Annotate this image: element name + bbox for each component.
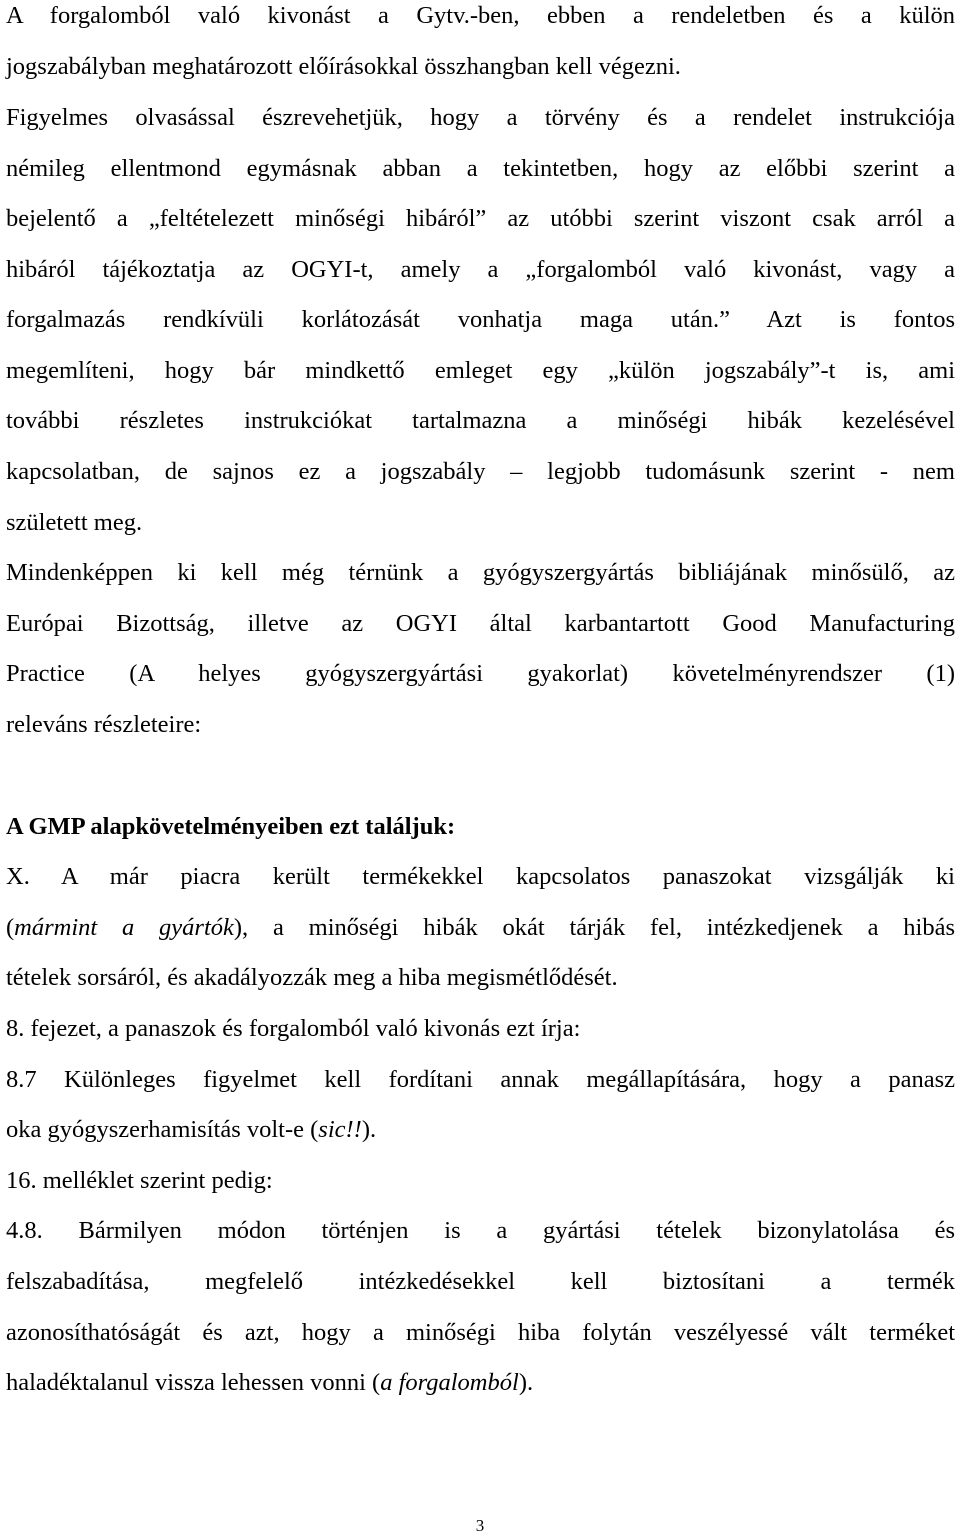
paragraph3-line: releváns részleteire: xyxy=(6,711,202,738)
text-span: ( xyxy=(6,914,15,941)
text-span: haladéktalanul vissza lehessen vonni ( xyxy=(6,1369,381,1396)
paragraph3-line: Európai Bizottság, illetve az OGYI által karbantartott Good Manufacturing xyxy=(6,610,955,637)
paragraph2-line: született meg. xyxy=(6,509,143,536)
italic-text: a forgalomból xyxy=(380,1369,519,1396)
section-x-line: X. A már piacra került termékekkel kapcsolatos panaszokat vizsgálják ki xyxy=(6,863,955,890)
section-48-line: 4.8. Bármilyen módon történjen is a gyártási tételek bizonylatolása és xyxy=(6,1217,955,1244)
section-87-line: 8.7 Különleges figyelmet kell fordítani annak megállapítására, hogy a panasz xyxy=(6,1066,955,1093)
paragraph2-line: bejelentő a „feltételezett minőségi hibáról” az utóbbi szerint viszont csak arról a xyxy=(6,205,955,232)
paragraph2-line: hibáról tájékoztatja az OGYI-t, amely a „forgalomból való kivonást, vagy a xyxy=(6,256,955,283)
paragraph2-line: forgalmazás rendkívüli korlátozását vonhatja maga után.” Azt is fontos xyxy=(6,306,955,333)
text-span: oka gyógyszerhamisítás volt-e ( xyxy=(6,1116,319,1143)
section-48-line xyxy=(6,1368,955,1398)
paragraph3-line: Practice (A helyes gyógyszergyártási gyakorlat) követelményrendszer (1) xyxy=(6,660,955,687)
text-span: ). xyxy=(518,1369,534,1396)
page-number: 3 xyxy=(475,1516,485,1535)
text-span: ), a minőségi hibák okát tárják fel, intézkedjenek a hibás xyxy=(233,914,956,941)
paragraph1-line: jogszabályban meghatározott előírásokkal összhangban kell végezni. xyxy=(6,53,681,80)
section-87-line xyxy=(6,1115,955,1145)
section-48-line: felszabadítása, megfelelő intézkedésekkel kell biztosítani a termék xyxy=(6,1268,955,1295)
paragraph2-line: további részletes instrukciókat tartalmazna a minőségi hibák kezelésével xyxy=(6,407,955,434)
section-x-line xyxy=(6,913,955,943)
section-heading: A GMP alapkövetelményeiben ezt találjuk: xyxy=(6,813,456,840)
paragraph2-line: megemlíteni, hogy bár mindkettő emleget egy „külön jogszabály”-t is, ami xyxy=(6,357,955,384)
paragraph2-line: Figyelmes olvasással észrevehetjük, hogy a törvény és a rendelet instrukciója xyxy=(6,104,955,131)
paragraph2-line: kapcsolatban, de sajnos ez a jogszabály – legjobb tudomásunk szerint - nem xyxy=(6,458,955,485)
section-48-line: azonosíthatóságát és azt, hogy a minőségi hiba folytán veszélyessé vált terméket xyxy=(6,1319,955,1346)
paragraph1-line: A forgalomból való kivonást a Gytv.-ben, ebben a rendeletben és a külön xyxy=(6,2,955,29)
italic-text: sic!! xyxy=(318,1116,362,1143)
chapter8-line: 8. fejezet, a panaszok és forgalomból való kivonás ezt írja: xyxy=(6,1015,581,1042)
annex16-line: 16. melléklet szerint pedig: xyxy=(6,1167,273,1194)
text-span: ). xyxy=(361,1116,377,1143)
italic-text: mármint a gyártók xyxy=(14,914,234,941)
paragraph3-line: Mindenképpen ki kell még térnünk a gyógyszergyártás bibliájának minősülő, az xyxy=(6,559,955,586)
paragraph2-line: némileg ellentmond egymásnak abban a tekintetben, hogy az előbbi szerint a xyxy=(6,155,955,182)
section-x-line: tételek sorsáról, és akadályozzák meg a hiba megismétlődését. xyxy=(6,964,618,991)
